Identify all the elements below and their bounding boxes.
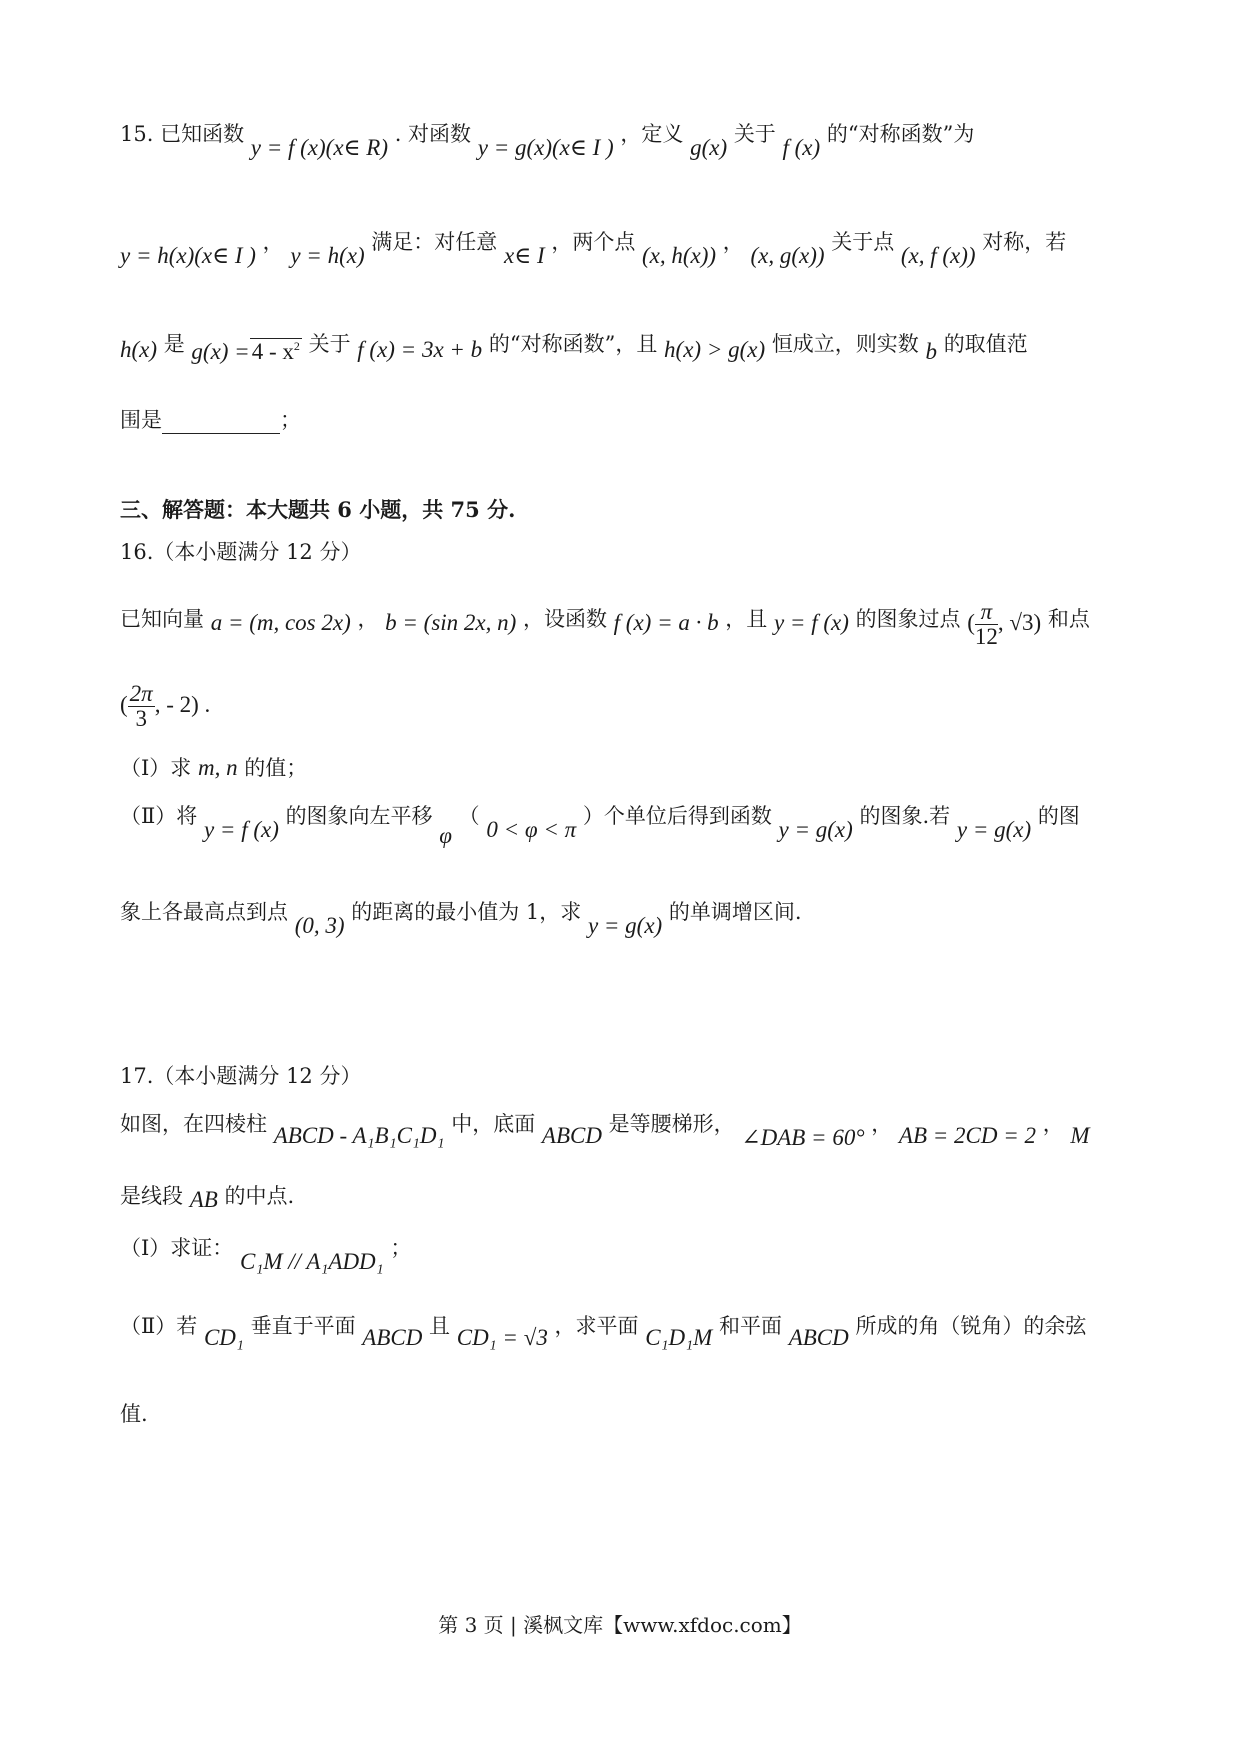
q15-line-4: 围是 ； [120,408,301,432]
q17-title: 17.（本小题满分 12 分） [120,1064,362,1088]
q15-line-1: 15. 已知函数 y = f (x)(x∈ R) . 对函数 y = g(x)(x∈ I ) ，定义 g(x) 关于 f (x) 的“对称函数”为 [120,122,975,160]
answer-blank [162,413,280,434]
q17-line-1: 如图，在四棱柱 ABCD - A₁B₁C₁D₁ 中，底面 ABCD 是等腰梯形， ∠DAB = 60° ， AB = 2CD = 2 ， M [120,1112,1090,1150]
q15-line-3: h(x) 是 $g(x) =4 - x^2$ 关于 f (x) = 3x + b 的“对称函数”，且 h(x) > g(x) 恒成立，则实数 b 的取值范 [120,332,1028,364]
q16-part-1: （Ⅰ）求 m, n 的值； [120,755,308,780]
q17-part-2-line-2: 值. [120,1402,148,1426]
point-pi-12: ( $\frac{\pi}{12}$ , √3) [967,599,1042,650]
q16-line-2 [120,682,1116,731]
q16-part-2-line-1: （Ⅱ）将 y = f (x) 的图象向左平移 φ （ 0 < φ < π ）个单位后得到函数 y = g(x) 的图象.若 y = g(x) 的图 [120,804,1080,848]
q17-part-1: （Ⅰ）求证： C₁M // A₁ADD₁ ； [120,1236,412,1274]
q16-part-2-line-2: 象上各最高点到点 (0, 3) 的距离的最小值为 1，求 y = g(x) 的单调增区间. [120,900,802,938]
page-footer: 第 3 页 | 溪枫文库【www.xfdoc.com】 [438,1613,802,1637]
q16-line-1: 已知向量 a = (m, cos 2x) ， b = (sin 2x, n) ，设函数 f (x) = a · b ，且 y = f (x) 的图象过点 ( $\frac{\pi}{12}$ , √3) 和点 [120,599,1090,650]
point-2pi-3: ( $\frac{2\pi}{3}$ , - 2) . [120,681,211,732]
q17-line-2: 是线段 AB 的中点. [120,1184,295,1212]
section-heading: 三、解答题：本大题共 6 小题，共 75 分. [120,497,516,522]
q16-title: 16.（本小题满分 12 分） [120,540,362,564]
sqrt-expression: $g(x) =4 - x^2$ [191,339,300,364]
q17-part-2-line-1: （Ⅱ）若 CD₁ 垂直于平面 ABCD 且 CD₁ = √3 ，求平面 C₁D₁M 和平面 ABCD 所成的角（锐角）的余弦 [120,1314,1087,1350]
q15-line-2: y = h(x)(x∈ I ) ， y = h(x) 满足：对任意 x∈ I ，两个点 (x, h(x)) ， (x, g(x)) 关于点 (x, f (x)) 对称，若 [120,230,1067,268]
